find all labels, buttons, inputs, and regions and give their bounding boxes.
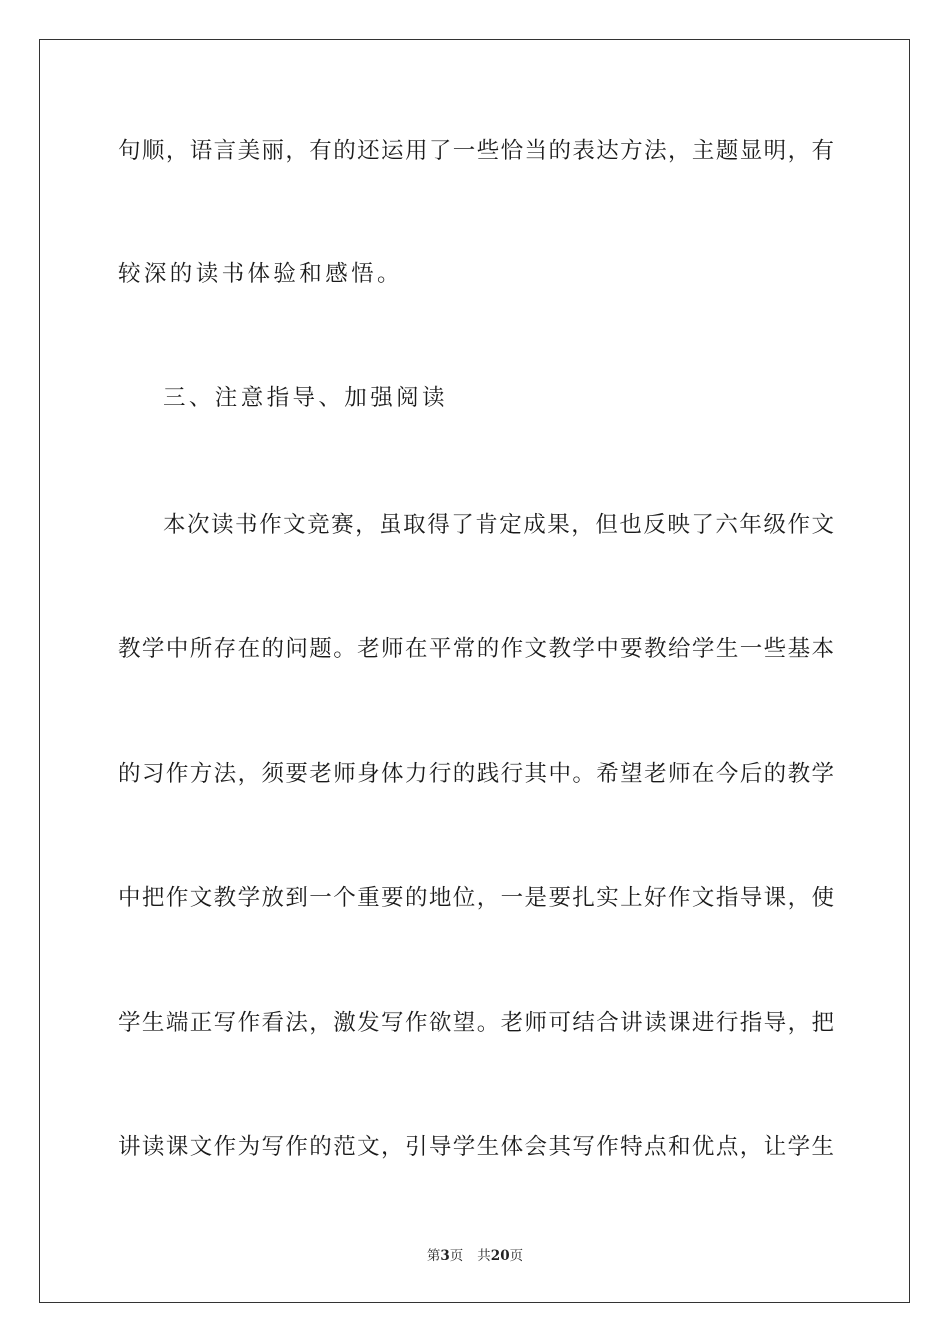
paragraph-line: 较深的读书体验和感悟。 — [118, 261, 403, 287]
total-prefix: 共 — [477, 1248, 491, 1264]
paragraph-line: 的习作方法，须要老师身体力行的践行其中。希望老师在今后的教学 — [118, 761, 834, 787]
page-border — [39, 39, 910, 1303]
page-prefix: 第 — [426, 1248, 441, 1264]
page-number: 3 — [440, 1248, 450, 1264]
paragraph-line: 句顺，语言美丽，有的还运用了一些恰当的表达方法，主题显明，有 — [118, 138, 834, 164]
paragraph-line: 本次读书作文竞赛，虽取得了肯定成果，但也反映了六年级作文 — [163, 512, 834, 538]
paragraph-line: 中把作文教学放到一个重要的地位，一是要扎实上好作文指导课，使 — [118, 885, 834, 911]
page-suffix: 页 — [449, 1248, 464, 1264]
page-footer — [0, 1247, 950, 1265]
total-pages: 20 — [490, 1248, 510, 1264]
paragraph-line: 讲读课文作为写作的范文，引导学生体会其写作特点和优点，让学生 — [118, 1134, 834, 1160]
paragraph-line: 学生端正写作看法，激发写作欲望。老师可结合讲读课进行指导，把 — [118, 1010, 834, 1036]
section-heading: 三、注意指导、加强阅读 — [163, 385, 448, 411]
total-suffix: 页 — [509, 1248, 524, 1264]
paragraph-line: 教学中所存在的问题。老师在平常的作文教学中要教给学生一些基本 — [118, 636, 834, 662]
